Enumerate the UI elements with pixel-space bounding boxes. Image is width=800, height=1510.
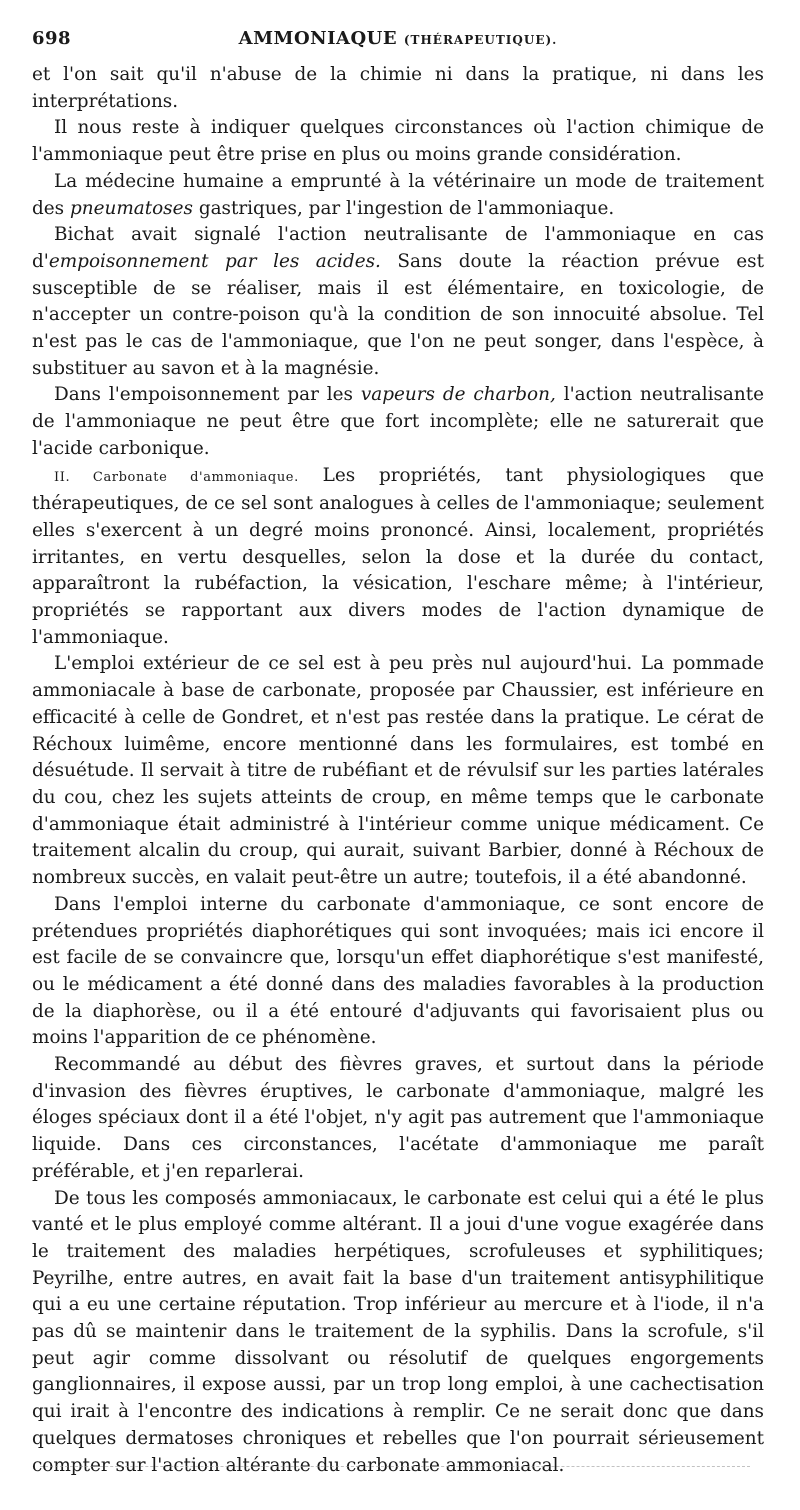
paragraph-text: Les propriétés, tant physiologiques que thérapeutiques, de ce sel sont analogues à celles de l'ammoniaque; seulement elles s'exercent à un degré moins prononcé. Ainsi, localement, propriétés irritantes, en vertu desquelles, selon la dose et la durée du contact, apparaîtront la rubéfaction, la vésication, l'eschare même; à l'intérieur, propriétés se rapportant aux divers modes de l'action dynamique de l'ammoniaque. — [32, 464, 764, 648]
running-header — [32, 28, 764, 62]
paragraph-text: l'action neutralisante de l'ammoniaque ne peut être que fort incomplète; elle ne saturerait que l'acide carbonique. — [32, 384, 764, 459]
paragraph: De tous les composés ammoniacaux, le carbonate est celui qui a été le plus vanté et le plus employé comme altérant. Il a joui d'une vogue exagérée dans le traitement des maladies herpétiques, scrofuleuses et syphilitiques; Peyrilhe, entre autres, en avait fait la base d'un traitement antisyphilitique qui a eu une certaine réputation. Trop inférieur au mercure et à l'iode, il n'a pas dû se maintenir dans le traitement de la syphilis. Dans la scrofule, s'il peut agir comme dissolvant ou résolutif de quelques engorgements ganglionnaires, il expose aussi, par un trop long emploi, à une cachectisation qui irait à l'encontre des indications à remplir. Ce ne serait donc que dans quelques dermatoses chroniques et rebelles que l'on pourrait sérieusement compter sur l'action altérante du carbonate ammoniacal. — [32, 1187, 764, 1476]
footer-rule — [40, 1466, 750, 1467]
paragraph: Il nous reste à indiquer quelques circonstances où l'action chimique de l'ammoniaque peut être prise en plus ou moins grande considération. — [32, 117, 764, 166]
running-title-main: AMMONIAQUE — [238, 28, 398, 49]
paragraph-text: Bichat avait signalé l'action neutralisante de l'ammoniaque en cas d' — [32, 224, 764, 272]
paragraph: et l'on sait qu'il n'abuse de la chimie ni dans la pratique, ni dans les interprétations. — [32, 64, 764, 112]
paragraph-text: gastriques, par l'ingestion de l'ammoniaque. — [198, 197, 615, 219]
section-heading: II. Carbonate d'ammoniaque. — [54, 469, 299, 485]
paragraph — [32, 169, 764, 222]
paragraph — [32, 382, 764, 462]
paragraph-text: La médecine humaine a emprunté à la vétérinaire un mode de traitement des — [32, 170, 764, 219]
running-title-sub: (THÉRAPEUTIQUE). — [403, 33, 558, 47]
page-number: 698 — [32, 28, 72, 49]
paragraph: Recommandé au début des fièvres graves, et surtout dans la période d'invasion des fièvres éruptives, le carbonate d'ammoniaque, malgré les éloges spéciaux dont il a été l'objet, n'y agit pas autrement que l'ammoniaque liquide. Dans ces circonstances, l'acétate d'ammoniaque me paraît préférable, et j'en reparlerai. — [32, 1054, 764, 1182]
paragraph-text: Sans doute la réaction prévue est susceptible de se réaliser, mais il est élémentaire, en toxicologie, de n'accepter un contre-poison qu'à la condition de son innocuité absolue. Tel n'est pas le cas de l'ammoniaque, que l'on ne peut songer, dans l'espèce, à substituer au savon et à la magnésie. — [32, 250, 764, 379]
paragraph — [32, 222, 764, 382]
paragraph: L'emploi extérieur de ce sel est à peu près nul aujourd'hui. La pommade ammoniacale à base de carbonate, proposée par Chaussier, est inférieure en efficacité à celle de Gondret, et n'est pas restée dans la pratique. Le cérat de Réchoux luimême, encore mentionné dans les formulaires, est tombé en désuétude. Il servait à titre de rubéfiant et de révulsif sur les parties latérales du cou, chez les sujets atteints de croup, en même temps que le carbonate d'ammoniaque était administré à l'intérieur comme unique médicament. Ce traitement alcalin du croup, qui aurait, suivant Barbier, donné à Réchoux de nombreux succès, en valait peut-être un autre; toutefois, il a été abandonné. — [32, 653, 764, 889]
italic-term: empoisonnement par les acides. — [48, 250, 381, 272]
running-title — [92, 28, 764, 49]
paragraph-text: Dans l'empoisonnement par les — [54, 384, 353, 406]
paragraph — [32, 463, 764, 652]
italic-term: pneumatoses — [69, 197, 193, 219]
body-text — [32, 62, 764, 1479]
paragraph: Dans l'emploi interne du carbonate d'ammoniaque, ce sont encore de prétendues propriétés diaphorétiques qui sont invoquées; mais ici encore il est facile de se convaincre que, lorsqu'un effet diaphorétique s'est manifesté, ou le médicament a été donné dans des maladies favorables à la production de la diaphorèse, ou il a été entouré d'adjuvants qui favorisaient plus ou moins l'apparition de ce phénomène. — [32, 893, 764, 1049]
italic-term: vapeurs de charbon, — [360, 384, 556, 406]
